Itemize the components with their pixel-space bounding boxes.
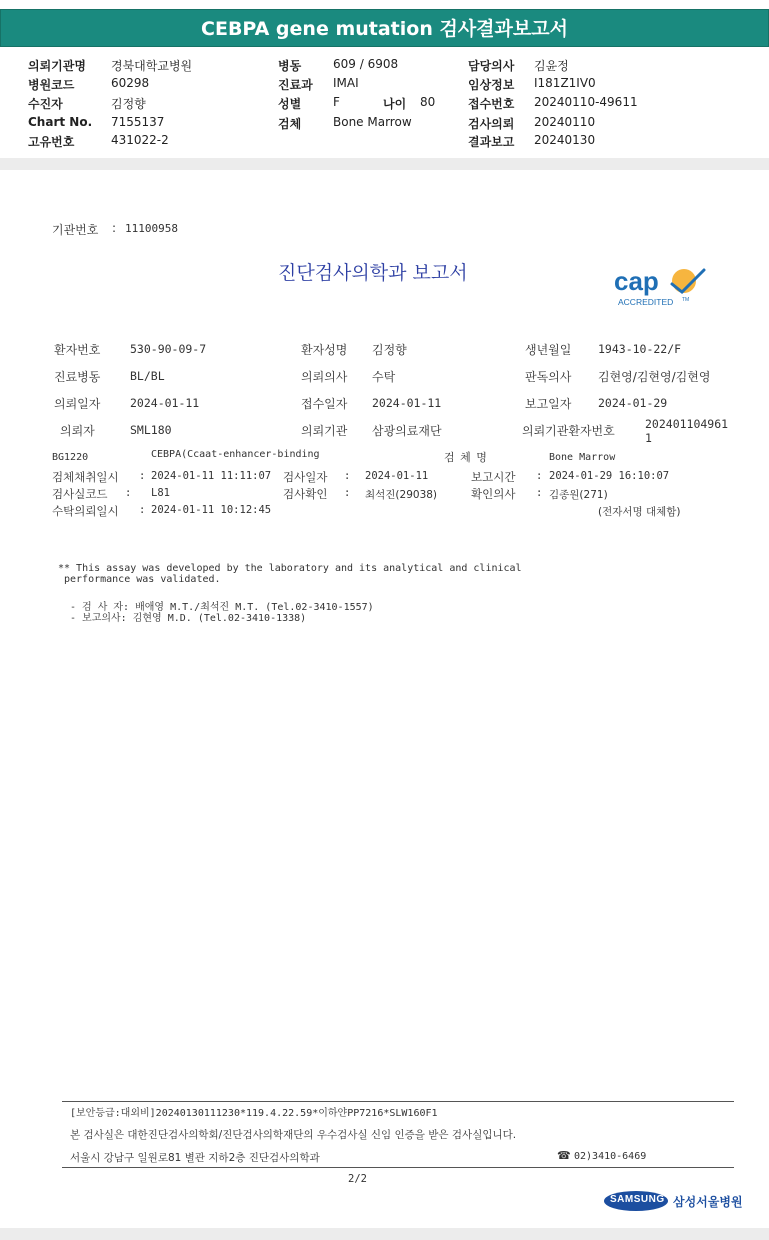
staff-reporter: - 보고의사: 김현영 M.D. (Tel.02-3410-1338): [70, 613, 307, 624]
report-title: 진단검사의학과 보고서: [278, 262, 468, 284]
test-sep: :: [344, 487, 351, 499]
footer-bottom-rule: [62, 1167, 734, 1168]
test-key: 검체채취일시: [52, 470, 119, 484]
info-key: 보고일자: [525, 397, 572, 411]
e-signature-note: (전자서명 대체함): [598, 506, 681, 518]
info-value: 김현영/김현영/김현영: [598, 370, 711, 384]
assay-note-line1: ** This assay was developed by the laboratory and its analytical and clinical: [58, 563, 522, 574]
test-code: BG1220: [52, 452, 89, 463]
test-sep: :: [139, 504, 146, 516]
info-value-continued: 1: [645, 431, 652, 445]
info-value: 2024-01-11: [372, 396, 442, 410]
header-value: 김정향: [111, 97, 146, 111]
header-value: 431022-2: [111, 133, 169, 147]
test-value: 2024-01-11 11:11:07: [151, 470, 272, 482]
test-key: 확인의사: [471, 487, 516, 501]
phone-icon: ☎: [557, 1149, 571, 1162]
header-value: IMAI: [333, 76, 359, 90]
footer-top-rule: [62, 1101, 734, 1102]
info-value: BL/BL: [130, 369, 165, 383]
info-value: SML180: [130, 423, 172, 437]
header-value: 7155137: [111, 115, 165, 129]
info-value: 202401104961: [645, 417, 729, 431]
info-value: 수탁: [372, 370, 396, 384]
cap-accredited-text: ACCREDITED: [618, 297, 674, 307]
test-value: 2024-01-11 10:12:45: [151, 504, 272, 516]
info-key: 환자성명: [301, 343, 348, 357]
info-key: 의뢰자: [60, 424, 95, 438]
info-value: 530-90-09-7: [130, 342, 207, 356]
test-key: 검사일자: [283, 470, 328, 484]
phone-number: 02)3410-6469: [574, 1151, 647, 1162]
address-text: 서울시 강남구 일원로81 별관 지하2층 진단검사의학과: [70, 1152, 320, 1164]
test-key: 수탁의뢰일시: [52, 504, 119, 518]
header-key: 담당의사: [468, 59, 515, 73]
info-key: 판독의사: [525, 370, 572, 384]
certification-text: 본 검사실은 대한진단검사의학회/진단검사의학재단의 우수검사실 신임 인증을 받은 검사실입니다.: [70, 1129, 517, 1141]
bottom-bar: [0, 1228, 769, 1240]
page-number: 2/2: [348, 1173, 367, 1185]
header-key: 결과보고: [468, 135, 515, 149]
report-page: [0, 170, 769, 1228]
info-key: 환자번호: [54, 343, 101, 357]
test-key: 보고시간: [471, 470, 516, 484]
test-value: 김종원(271): [549, 489, 608, 501]
header-key: Chart No.: [28, 115, 93, 129]
test-value: L81: [151, 487, 170, 499]
header-key: 의뢰기관명: [28, 59, 86, 73]
specimen-label: 검 체 명: [444, 451, 488, 464]
header-key: 나이: [383, 97, 407, 111]
info-key: 생년월일: [525, 343, 572, 357]
info-value: 삼광의료재단: [372, 424, 442, 438]
info-key: 의뢰의사: [301, 370, 348, 384]
samsung-logo: [603, 1190, 669, 1212]
test-value: 2024-01-29 16:10:07: [549, 470, 670, 482]
cap-logo-text: cap: [614, 266, 659, 296]
info-key: 의뢰일자: [54, 397, 101, 411]
header-value: 20240110-49611: [534, 95, 638, 109]
header-value: 김윤정: [534, 59, 569, 73]
header-value: 20240130: [534, 133, 596, 147]
institution-sep: :: [112, 221, 117, 235]
header-key: 접수번호: [468, 97, 515, 111]
test-sep: :: [536, 470, 543, 482]
institution-label: 기관번호: [52, 223, 99, 237]
info-value: 1943-10-22/F: [598, 342, 682, 356]
cap-accredited-logo: [612, 266, 708, 310]
info-value: 2024-01-11: [130, 396, 200, 410]
header-value: 80: [420, 95, 436, 109]
header-key: 성별: [278, 97, 302, 111]
header-key: 병동: [278, 59, 302, 73]
specimen-value: Bone Marrow: [549, 452, 616, 463]
report-title-bar: CEBPA gene mutation 검사결과보고서: [0, 9, 769, 47]
test-sep: :: [139, 470, 146, 482]
security-line: [보안등급:대외비]20240130111230*119.4.22.59*이하얀PP7216*SLW160F1: [70, 1108, 438, 1119]
hospital-name: 삼성서울병원: [673, 1195, 743, 1209]
header-value: 경북대학교병원: [111, 59, 193, 73]
header-value: I181Z1IV0: [534, 76, 596, 90]
info-key: 의뢰기관환자번호: [522, 424, 615, 438]
section-divider: [0, 158, 769, 170]
header-key: 검사의뢰: [468, 117, 515, 131]
info-key: 의뢰기관: [301, 424, 348, 438]
header-key: 임상정보: [468, 78, 515, 92]
test-sep: :: [344, 470, 351, 482]
header-key: 고유번호: [28, 135, 75, 149]
test-key: 검사확인: [283, 487, 328, 501]
info-value: 김정향: [372, 343, 407, 357]
assay-note-line2: performance was validated.: [64, 574, 221, 585]
test-key: 검사실코드: [52, 487, 108, 501]
test-sep: :: [125, 487, 132, 499]
test-value: 최석진(29038): [365, 489, 438, 501]
institution-number: 11100958: [125, 222, 178, 235]
header-value: 60298: [111, 76, 150, 90]
header-value: 609 / 6908: [333, 57, 399, 71]
header-value: Bone Marrow: [333, 115, 412, 129]
header-key: 병원코드: [28, 78, 75, 92]
cap-trademark: TM: [682, 297, 690, 303]
header-key: 진료과: [278, 78, 313, 92]
samsung-logo-text: SAMSUNG: [610, 1194, 665, 1205]
info-value: 2024-01-29: [598, 396, 668, 410]
test-sep: :: [536, 487, 543, 499]
test-value: 2024-01-11: [365, 470, 429, 482]
test-name: CEBPA(Ccaat-enhancer-binding: [151, 449, 320, 460]
info-key: 접수일자: [301, 397, 348, 411]
info-key: 진료병동: [54, 370, 101, 384]
header-key: 검체: [278, 117, 302, 131]
header-value: 20240110: [534, 115, 596, 129]
header-value: F: [333, 95, 340, 109]
staff-tester: - 검 사 자: 배애영 M.T./최석진 M.T. (Tel.02-3410-1557): [70, 602, 374, 613]
header-key: 수진자: [28, 97, 63, 111]
